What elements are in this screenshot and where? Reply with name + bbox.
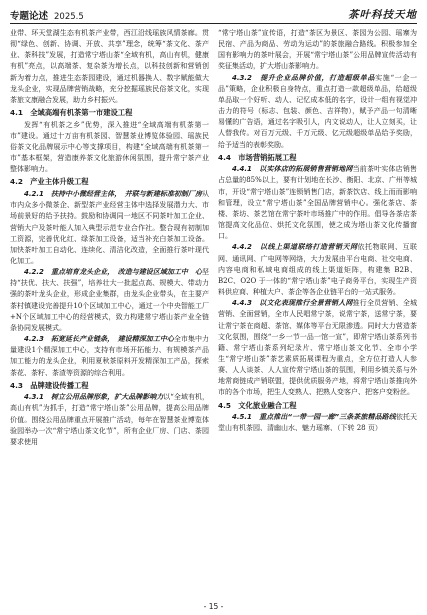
subsection-heading: 4.2.1 扶持中小微经营主体， 并联与新建标准初制厂房 <box>24 190 202 199</box>
paragraph: 业带、环天堂湖生态有机茶产业带，西江沿线瑶族风情茶廊。贯彻“绿色、创新、协调、开放、共享”理念，统筹“茶文化、茶产业、茶科技”发展，打造常宁塔山茶“全域有机，高山有机，健康有机”亮点，以高端茶、复杂茶为增长点，以科技创新和营销创新为着力点，推进生态茶园建设，通过机器换人、数字赋能做大龙头企业，实现品牌营销战略，充分挖掘瑶族民俗茶文化，实现茶旅文康融合发展，助力乡村振兴。 <box>10 29 209 104</box>
paragraph: 推行全员营销、全城营销、全面营销，全市人民唱常宁茶，说常宁茶，送常宁茶，要让常宁茶在商超、茶馆、媒体等平台无限渗透。同时大力营造茶文化氛围，围绕“一乡一节一品一馆一宣”，即常宁塔山茶系列书籍、常宁塔山茶系列纪录片、常宁塔山茶文化节、全市小学生“常宁塔山茶”茶艺素质拓展课程为重点，全方位打造人人参赛、人人谈茶、人人宣传常宁塔山茶的氛围，利用乡镇关系与外地常商链成产销联盟，提供优质服务产地，将常宁塔山茶推向外市的各个市场，把生人变熟人、把熟人变客户、把客户变粉丝。 <box>218 299 417 397</box>
issue-number: 2025.5 <box>54 12 84 22</box>
section-heading: 4.2 产业主体升级工程 <box>10 177 89 187</box>
subsection-heading: 4.4.3 以文化表现推行全景营销人网 <box>232 299 353 308</box>
subsection-heading: 4.2.2 重点培育龙头企业， 改造与建设区域加工中 心 <box>24 268 202 277</box>
header-left <box>10 8 84 22</box>
column-name: 专题论述 <box>10 11 49 22</box>
left-column <box>10 28 209 598</box>
subsection-heading: 4.4.1 以实体店的拓展销售营销地网 <box>232 165 353 174</box>
page-number: - 15 - <box>203 602 224 611</box>
paragraph: 从市内众多小微茶企、新型茶产业经营主体中选择发展潜力大、市场前景好的给予扶持。鼓励和协调同一地区不同茶叶加工企业、营销大户及茶叶能人加入典型示范专业合作社。整合现有初制加工资源，完善优化红、绿茶加工设备，适当补充白茶加工设备。加快茶叶加工自动化、连续化、清洁化改造，全面推行茶叶现代化加工。 <box>10 190 209 265</box>
paragraph: 依托物联网、互联网、通讯网、广电网等网络，大力发展由平台电商、社交电商、内容电商和私域电商组成的线上渠道矩阵，构建集 B2B、B2C、O2O 于一体的“常宁塔山茶”电子商务平台，实现生产资料供应商、种植大户、茶企等各企业链平台的一站式服务。 <box>218 243 417 297</box>
section-heading: 4.3 品牌建设传播工程 <box>10 380 89 390</box>
section-heading: 4.4 市场营销拓展工程 <box>218 152 297 162</box>
right-column <box>218 28 417 598</box>
section-heading: 4.1 全域高端有机茶第一市建设工程 <box>10 108 133 118</box>
subsection-heading: 4.5.1 重点推出“一带一园一廊”三条茶旅精品路线 <box>232 413 396 422</box>
paragraph: 坚持“扶优、扶大、扶强”，培养壮大一批起点高、规模大、带动力强的茶叶龙头企业，形成企业集群，由龙头企业带头，在主要产茶村镇建设完善提升10个区域加工中心，通过一个中央智能工厂+N个区域加工中心的经营模式，致力构建常宁塔山茶产业全链条协同发展模式。 <box>10 268 209 332</box>
paragraph: 实施“一企一品”策略，企业积极自身特点，重点打造一款超级单品，给超级单品取一个好听、动人、记忆成本低的名字，设计一组有视觉冲击力的符号（标志、包装、颜色、吉祥物），赋予产品一句清晰易懂的广告语，通过名字吸引人，内文说动人，让人立刻买，让人替我传。对百万元级、千万元级、亿元级超级单品给予奖励，给予适当的表彰奖励。 <box>218 73 417 149</box>
page-header <box>10 6 417 22</box>
subsection-heading: 4.3.2 提升企业品牌价值，打造超级单品 <box>232 73 376 82</box>
article-body <box>10 28 417 598</box>
paragraph: 发挥“有机茶之乡”优势，深入推进“全域高端有机茶第一市”建设。通过十万亩有机茶园、智慧茶业博览体验园、瑶族民俗茶文化品牌展示中心等支撑项目，构建“全域高端有机茶第一市”基本框架，营造康养茶文化旅游休闲氛围，提升常宁茶产业整体影响力。 <box>10 120 209 174</box>
journal-logo: 茶叶科技天地 <box>348 9 417 21</box>
paragraph: 以“全域有机，高山有机”为抓手，打造“常宁塔山茶”公用品牌，提高公用品牌价值。围绕公用品牌重点开展推广活动，每年在智慧茶业博览体验园举办一次“常宁塔山茶文化节”，所有企业厂房、门店、茶园要求使用 <box>10 393 209 446</box>
subsection-heading: 4.3.1 树立公用品牌形象，扩大品牌影响力 <box>24 393 164 402</box>
subsection-heading: 4.2.3 拓宽延长产业链条， 建设精深加工中心 <box>24 335 174 344</box>
paragraph: 当前茶叶实体店销售占总量的85%以上，要有计划地在长沙、衡阳、北京、广州等城市，开设“常宁塔山茶”连锁销售门店，新茶饮店、线上而而影响和管理，设立“常宁塔山茶”全国品牌营销中心。强化茶店、茶楼、茶坊、茶艺馆在常宁茶叶市场推广中的作用。倡导各茶店茶馆提高文化品位、烘托文化氛围，使之成为塔山茶文化传播窗口。 <box>218 165 417 241</box>
header-rule <box>10 23 417 24</box>
paragraph: 全市集中力量建设1个精深加工中心，支持有市场开拓能力、有规模茶产品加工能力的龙头企业，利用夏秋茶原料开发精深加工产品，探索茶花、茶籽、茶渣等资源的综合利用。 <box>10 335 209 377</box>
paragraph: “常宁塔山茶”宣传语，打造“茶区为景区、茶园为公园、瑶寨为民宿、产品为商品、劳动为运动”的茶旅融合路线。积极参加全国有影响力的茶叶展会，开展“常宁塔山茶”公用品牌宣传活动有奖征集活动，扩大塔山茶影响力。 <box>218 29 417 71</box>
paragraph: 依托天堂山有机茶园、清幽山水、魅力瑶寨、（下转 28 页） <box>218 413 417 433</box>
section-heading: 4.5 文化旅业融合工程 <box>218 400 297 410</box>
subsection-heading: 4.4.2 以线上渠道联络打造营销天网 <box>232 243 358 252</box>
